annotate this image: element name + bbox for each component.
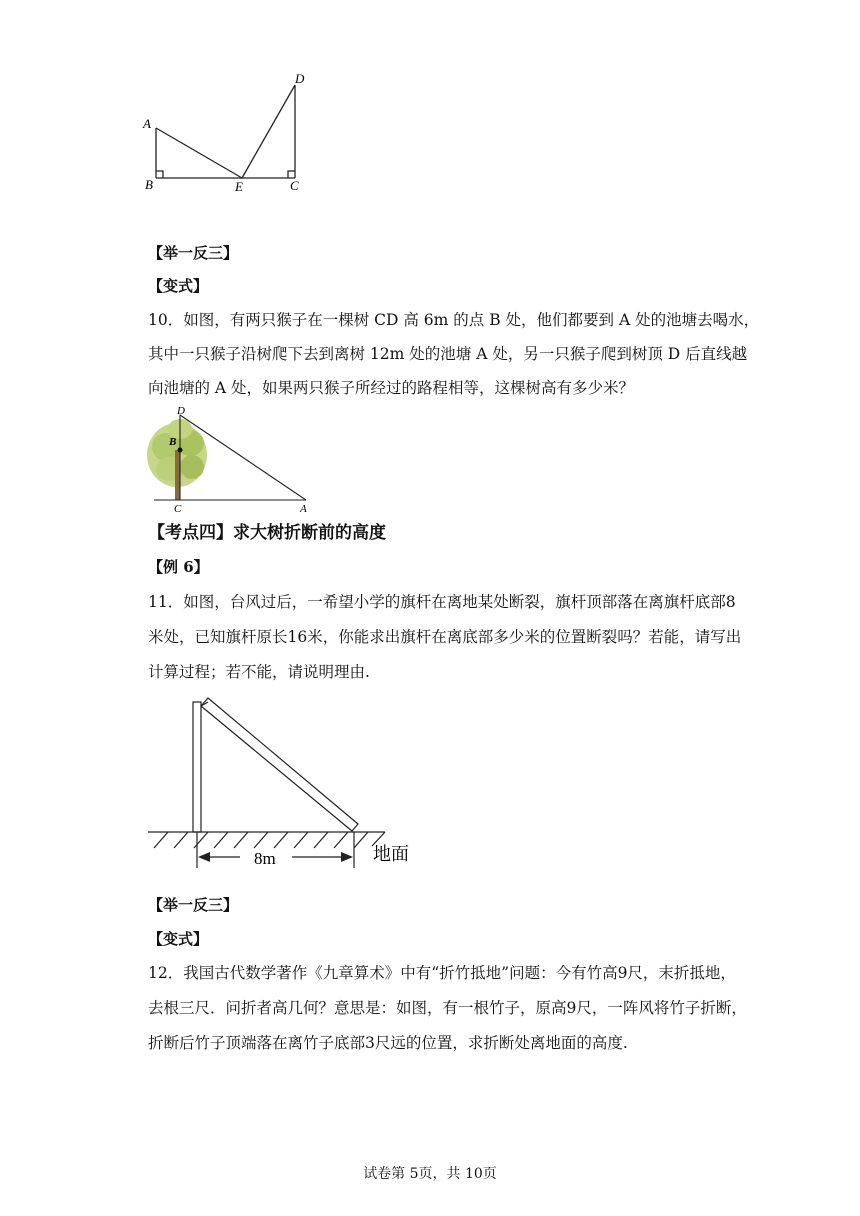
problem-12-line-2: 去根三尺．问折者高几何？意思是：如图，有一根竹子，原高9尺，一阵风将竹子折断， (148, 999, 747, 1017)
figure-two-right-triangles (140, 70, 320, 200)
tree-label-b: B (169, 436, 177, 448)
problem-11-line-1: 11．如图，台风过后，一希望小学的旗杆在离地某处断裂，旗杆顶部落在离旗杆底部8 (148, 593, 736, 611)
heading-practice-1: 【举一反三】 (148, 244, 239, 262)
label-b: B (145, 177, 153, 192)
topic-heading: 【考点四】求大树折断前的高度 (148, 523, 386, 543)
label-e: E (235, 179, 243, 194)
problem-10-line-2: 其中一只猴子沿树爬下去到离树 12m 处的池塘 A 处，另一只猴子爬到树顶 D 后直线越 (148, 345, 748, 363)
dimension-label: 8m (254, 849, 276, 868)
tree-trunk (175, 450, 180, 500)
label-c: C (290, 178, 299, 193)
example-heading: 【例 6】 (148, 558, 209, 576)
problem-12-line-1: 12．我国古代数学著作《九章算术》中有“折竹抵地”问题：今有竹高9尺，末折抵地， (148, 964, 736, 982)
figure-tree-monkeys (140, 405, 320, 515)
heading-practice-2: 【举一反三】 (148, 896, 239, 914)
point-b (178, 448, 183, 453)
label-a: A (143, 116, 151, 131)
page-footer: 试卷第 5页，共 10页 (363, 1166, 497, 1182)
heading-variant-1: 【变式】 (148, 277, 209, 295)
problem-12-line-3: 折断后竹子顶端落在离竹子底部3尺远的位置，求折断处离地面的高度. (148, 1034, 628, 1052)
problem-11-line-3: 计算过程；若不能，请说明理由. (148, 663, 370, 681)
ground-label: 地面 (373, 844, 409, 864)
problem-10-line-1: 10．如图，有两只猴子在一棵树 CD 高 6m 的点 B 处，他们都要到 A 处的池塘去喝水， (148, 311, 760, 329)
tree-label-a: A (300, 503, 307, 515)
label-d: D (295, 71, 305, 86)
problem-10-line-3: 向池塘的 A 处，如果两只猴子所经过的路程相等，这棵树高有多少米？ (148, 379, 635, 397)
figure-broken-flagpole (140, 690, 430, 875)
heading-variant-2: 【变式】 (148, 930, 209, 948)
tree-label-c: C (174, 503, 182, 515)
tree-label-d: D (177, 405, 185, 417)
problem-11-line-2: 米处，已知旗杆原长16米，你能求出旗杆在离底部多少米的位置断裂吗？若能，请写出 (148, 628, 742, 646)
